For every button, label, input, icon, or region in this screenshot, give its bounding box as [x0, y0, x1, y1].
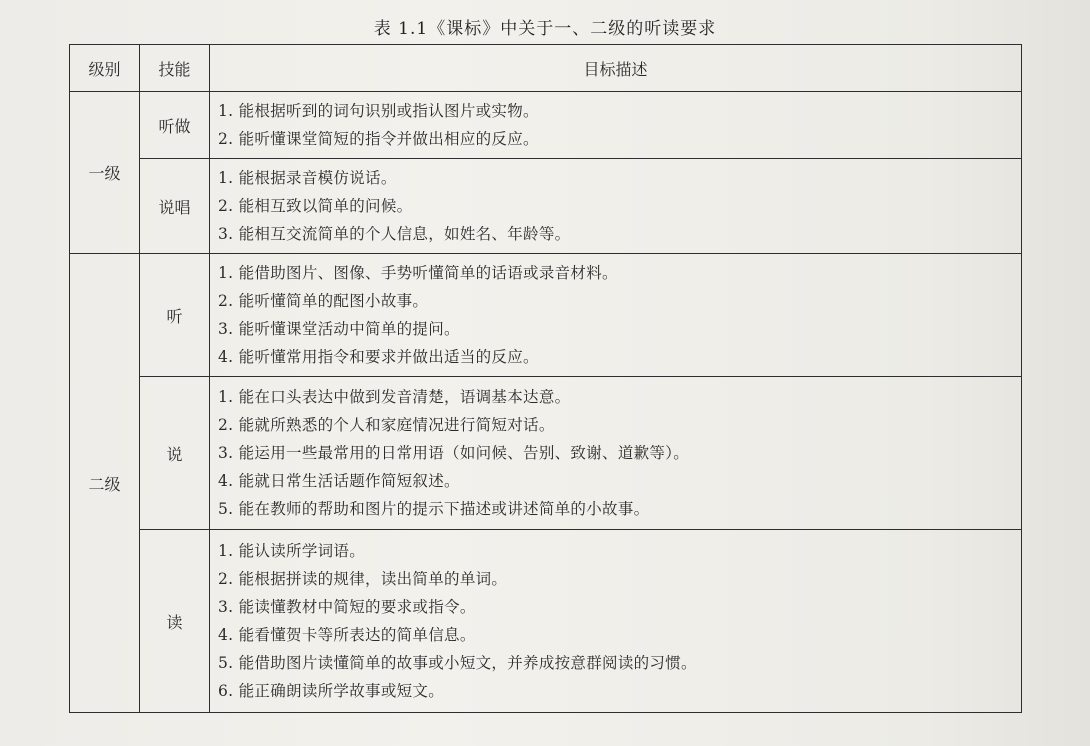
skill-cell: 读: [140, 530, 210, 713]
requirement-item: 2. 能听懂简单的配图小故事。: [218, 292, 429, 310]
header-skill: 技能: [140, 45, 210, 92]
header-level: 级别: [70, 45, 140, 92]
requirement-item: 4. 能听懂常用指令和要求并做出适当的反应。: [218, 348, 539, 366]
requirement-item: 2. 能听懂课堂简短的指令并做出相应的反应。: [218, 130, 539, 148]
table-row: [70, 92, 1022, 159]
header-description: 目标描述: [210, 45, 1022, 92]
requirement-item: 3. 能相互交流简单的个人信息，如姓名、年龄等。: [218, 225, 571, 243]
requirement-item: 2. 能就所熟悉的个人和家庭情况进行简短对话。: [218, 416, 555, 434]
table-row: [70, 254, 1022, 377]
requirement-item: 1. 能认读所学词语。: [218, 542, 366, 560]
header-row: [70, 45, 1022, 92]
skill-cell: 听: [140, 254, 210, 377]
level-cell-1: 一级: [70, 92, 140, 254]
description-cell: [210, 159, 1022, 254]
table-row: [70, 159, 1022, 254]
requirement-item: 5. 能在教师的帮助和图片的提示下描述或讲述简单的小故事。: [218, 500, 650, 518]
requirement-item: 2. 能根据拼读的规律，读出简单的单词。: [218, 570, 508, 588]
description-cell: [210, 254, 1022, 377]
requirement-item: 1. 能根据听到的词句识别或指认图片或实物。: [218, 102, 539, 120]
description-cell: [210, 530, 1022, 713]
requirement-item: 1. 能在口头表达中做到发音清楚，语调基本达意。: [218, 388, 571, 406]
requirement-item: 3. 能听懂课堂活动中简单的提问。: [218, 320, 460, 338]
skill-cell: 说唱: [140, 159, 210, 254]
requirements-table: [69, 44, 1022, 713]
table-caption: 表 1.1《课标》中关于一、二级的听读要求: [373, 19, 717, 39]
requirement-item: 3. 能运用一些最常用的日常用语（如问候、告别、致谢、道歉等）。: [218, 444, 690, 462]
table-row: [70, 377, 1022, 530]
requirement-item: 5. 能借助图片读懂简单的故事或小短文，并养成按意群阅读的习惯。: [218, 654, 697, 672]
level-cell-2: 二级: [70, 254, 140, 713]
requirement-item: 6. 能正确朗读所学故事或短文。: [218, 682, 445, 700]
requirement-item: 3. 能读懂教材中简短的要求或指令。: [218, 598, 476, 616]
requirement-item: 2. 能相互致以简单的问候。: [218, 197, 413, 215]
description-cell: [210, 377, 1022, 530]
skill-cell: 说: [140, 377, 210, 530]
description-cell: [210, 92, 1022, 159]
requirement-item: 1. 能根据录音模仿说话。: [218, 169, 397, 187]
requirement-item: 4. 能看懂贺卡等所表达的简单信息。: [218, 626, 476, 644]
skill-cell: 听做: [140, 92, 210, 159]
requirement-item: 1. 能借助图片、图像、手势听懂简单的话语或录音材料。: [218, 264, 618, 282]
table-row: [70, 530, 1022, 713]
requirement-item: 4. 能就日常生活话题作简短叙述。: [218, 472, 460, 490]
